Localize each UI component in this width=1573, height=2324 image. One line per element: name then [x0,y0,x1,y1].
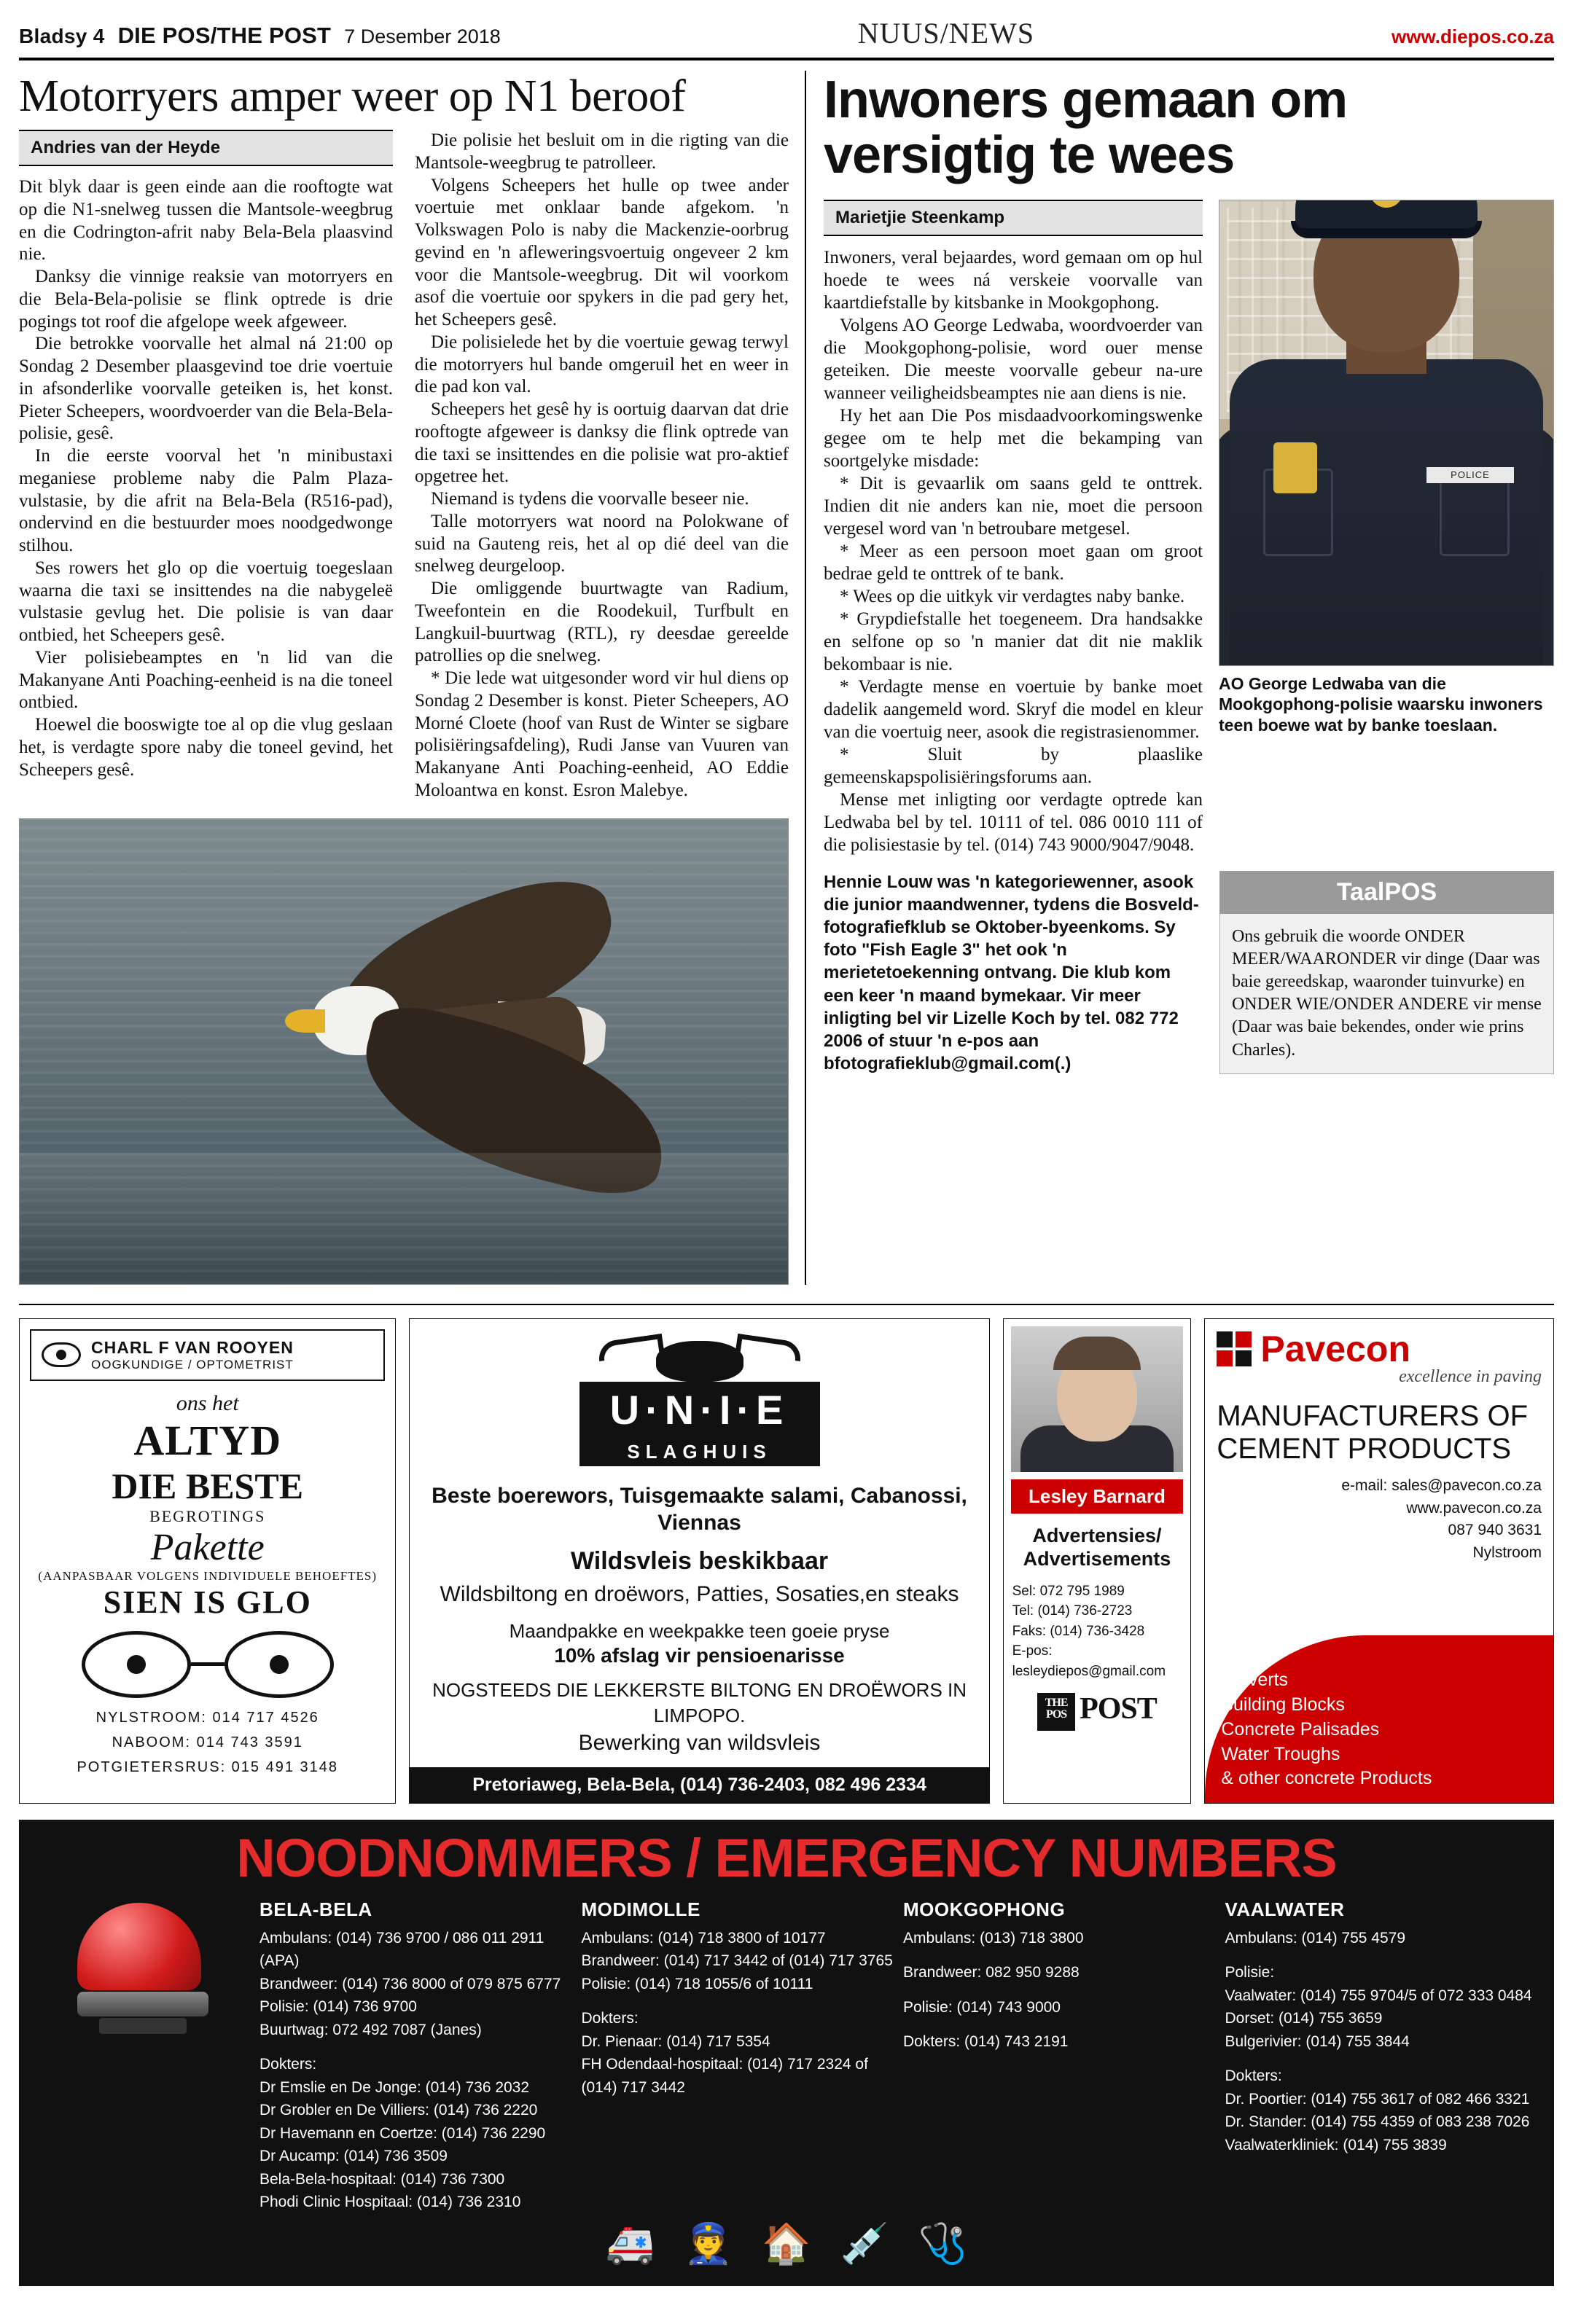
emergency-line: Dr. Poortier: (014) 755 3617 of 082 466 3321 [1225,2090,1530,2108]
contact-line: NABOOM: 014 743 3591 [112,1734,303,1750]
emergency-columns [34,1898,1539,2214]
pavecon-website[interactable]: www.pavecon.co.za [1406,1499,1542,1517]
emergency-numbers-block [19,1820,1554,2286]
paragraph: Volgens Scheepers het hulle op twee ander voertuie met onklaar bande afgekom. 'n Volkswagen Polo is naby die Mackenzie-oorbrug gevind en 'n afleweringsvoertuig ongeveer 2 km voor die Mantsole-weegbrug. Dit wil voorkom asof die voertuie oor spykers in die pad gery het, het Scheepers gesê. [415,175,789,330]
optometrist-contacts [20,1701,395,1790]
slogan-line-4: BEGROTINGS [149,1506,266,1525]
article-right-headline: Inwoners gemaan om versigtig te wees [824,71,1348,185]
product-item: Building Blocks [1221,1694,1345,1715]
emergency-line: Ambulans: (014) 736 9700 / 086 011 2911 (APA) [259,1929,544,1970]
paragraph: Vier polisiebeamptes en 'n lid van die Makanyane Anti Poaching-eenheid is na die toneel ontbied. [19,647,393,713]
siren-icon [77,1903,208,2041]
ad-optometrist[interactable] [19,1318,396,1804]
fire-house-icon: 🏠 [762,2221,811,2266]
emergency-line: Dokters: (014) 743 2191 [903,2033,1069,2051]
lesley-photo [1011,1326,1184,1472]
glasses-bridge [191,1662,225,1666]
post-logo [1004,1691,1191,1730]
glasses-icon [20,1631,395,1698]
advertisement-row [19,1304,1554,1804]
paragraph: Danksy die vinnige reaksie van motorryers en die Bela-Bela-polisie se flink optrede is drie pogings tot roof die afgelope week afgeweer. [19,267,393,332]
paragraph: * Wees op die uitkyk vir verdagtes naby banke. [840,586,1185,606]
paragraph: Volgens AO George Ledwaba, woordvoerder van die Mookgophong-polisie, word ouer mense geteiken. Die meeste voorvalle gebeur na-ure wanneer veiligheidsbeamptes nie aan diens is nie. [824,315,1203,403]
paragraph: * Grypdiefstalle het toegeneem. Dra handsakke en selfone op so 'n manier dat dit nie maklik bekombaar is nie. [824,609,1203,674]
product-item: Culverts [1221,1670,1289,1691]
emergency-line: Dorset: (014) 755 3659 [1225,2010,1383,2027]
section-title: NUUS/NEWS [857,17,1035,50]
doctors-heading: Dokters: [1225,2067,1282,2085]
emergency-line: Dr. Stander: (014) 755 4359 of 083 238 7026 [1225,2113,1530,2131]
lens-left-icon [82,1631,191,1698]
paragraph: Die polisielede het by die voertuie gewag terwyl die motorryers hul bande omgeruil het en weer in die pad kon val. [415,332,789,397]
emergency-line: Ambulans: (014) 755 4579 [1225,1929,1405,1947]
pavecon-logo [1217,1328,1542,1369]
article-left-byline: Andries van der Heyde [19,130,393,166]
masthead-left [19,23,501,49]
unie-logo [579,1331,820,1466]
slogan-line-2: ALTYD [133,1416,282,1464]
paragraph: * Meer as een persoon moet gaan om groot bedrae geld te onttrek of te bank. [824,541,1203,584]
product-item: Bricks [1221,1620,1271,1641]
emergency-line: Polisie: (014) 743 9000 [903,1998,1061,2016]
doctors-heading: Dokters: [581,2010,639,2027]
emergency-line: Polisie: (014) 718 1055/6 of 10111 [581,1975,813,1992]
article-left-headline: Motorryers amper weer op N1 beroof [19,71,686,121]
eagle-note-block [824,871,1202,1076]
contact-line: E-pos: [1012,1643,1053,1659]
emergency-column-modimolle [582,1898,897,2214]
siren-dome [77,1903,201,1990]
siren-base [77,1992,208,2016]
town-heading: BELA-BELA [259,1898,372,1920]
emergency-line: FH Odendaal-hospitaal: (014) 717 2324 of (014) 717 3442 [581,2056,868,2096]
lesley-heading: Advertensies/ Advertisements [1023,1524,1171,1570]
emergency-siren-column [34,1898,252,2214]
product-item: Kerbs [1221,1645,1269,1666]
syringe-icon: 💉 [840,2221,889,2266]
unie-ad-text [410,1472,988,1757]
post-logo-mark: THE POS [1037,1693,1075,1731]
contact-line: Sel: 072 795 1989 [1012,1583,1125,1599]
doctors-heading: Dokters: [259,2056,317,2073]
pavecon-email[interactable]: e-mail: sales@pavecon.co.za [1341,1477,1542,1495]
article-right-columns [824,200,1554,856]
stethoscope-icon: 🩺 [918,2221,968,2266]
emergency-line: Vaalwaterkliniek: (014) 755 3839 [1225,2136,1447,2153]
product-item: Concrete Palisades [1221,1718,1380,1740]
unie-line-1: Beste boerewors, Tuisgemaakte salami, Cabanossi, Viennas [432,1483,967,1535]
paragraph: * Verdagte mense en voertuie by banke moet dadelik aangemeld word. Skryf die model en kleur van die voertuig neer, asook die registrasienommer. [824,676,1203,742]
paragraph: Hoewel die booswigte toe al op die vlug geslaan het, is verdagte spore naby die toneel gevind, het Scheepers gesê. [19,715,393,780]
bull-horn-right [735,1334,803,1361]
article-left-columns [19,130,789,802]
pavecon-logo-icon [1217,1331,1252,1366]
slogan-line-3: DIE BESTE [112,1465,304,1506]
taalpos-title: TaalPOS [1219,871,1554,914]
unie-line-6: NOGSTEEDS DIE LEKKERSTE BILTONG EN DROËWORS IN LIMPOPO. [432,1678,967,1726]
emergency-line: Bulgerivier: (014) 755 3844 [1225,2032,1410,2050]
slogan-line-1: ons het [176,1390,239,1415]
unie-subwordmark: SLAGHUIS [579,1438,820,1466]
pavecon-phone: 087 940 3631 [1448,1522,1542,1539]
pavecon-name: Pavecon [1260,1328,1411,1369]
pavecon-content [1205,1319,1553,1803]
product-item: & other concrete Products [1221,1768,1432,1789]
optometrist-subtitle: OOGKUNDIGE / OPTOMETRIST [91,1357,294,1372]
mid-strip [824,871,1554,1076]
paragraph: Die betrokke voorvalle het almal ná 21:00 op Sondag 2 Desember plaasgevind toe drie voertuie in afsonderlike voorvalle geteiken is, het konst. Pieter Scheepers, woordvoerder van die Bela-Bela-polisie, gesê. [19,334,393,444]
emergency-column-vaalwater [1225,1898,1540,2214]
ad-pavecon[interactable] [1204,1318,1554,1804]
photo-caption: AO George Ledwaba van die Mookgophong-polisie waarsku inwoners teen boewe wat by banke toeslaan. [1219,673,1543,735]
optometrist-logo-bar [30,1329,385,1381]
publication-date: 7 Desember 2018 [344,26,501,47]
slogan-line-6: (AANPASBAAR VOLGENS INDIVIDUELE BEHOEFTES) [38,1568,378,1583]
slogan-line-5: Pakette [150,1526,265,1568]
post-logo-word: POST [1080,1692,1157,1726]
article-left [19,71,806,1285]
contact-line[interactable]: lesleydiepos@gmail.com [1012,1663,1166,1679]
article-right-text [824,200,1203,856]
ad-advertising-contact[interactable] [1003,1318,1192,1804]
taalpos-body: Ons gebruik die woorde ONDER MEER/WAARONDER vir dinge (Daar was baie gereedskap, waaronder tuinvurke) en ONDER WIE/ONDER ANDERE vir mense (Daar was baie bekendes, onder wie prins Charles). [1219,914,1554,1074]
emergency-line: Dr Emslie en De Jonge: (014) 736 2032 [259,2078,530,2096]
bull-face [656,1341,743,1382]
town-heading: VAALWATER [1225,1898,1345,1920]
unie-contact-footer: Pretoriaweg, Bela-Bela, (014) 736-2403, 082 496 2334 [410,1767,988,1803]
town-heading: MODIMOLLE [581,1898,700,1920]
emergency-line: Buurtwag: 072 492 7087 (Janes) [259,2021,482,2038]
pavecon-town: Nylstroom [1472,1544,1542,1561]
emergency-line: Ambulans: (014) 718 3800 of 10177 [581,1929,826,1947]
pavecon-heading: MANUFACTURERS OF CEMENT PRODUCTS [1217,1399,1529,1465]
top-content-area [19,71,1554,1285]
emergency-line: Brandweer: (014) 717 3442 of (014) 717 3765 [581,1952,893,1970]
police-officer-icon: 👮 [684,2221,733,2266]
bull-head-icon [579,1331,820,1382]
emergency-line: Dr Aucamp: (014) 736 3509 [259,2148,448,2165]
paragraph: Mense met inligting oor verdagte optrede kan Ledwaba bel by tel. 10111 of tel. 086 0010 111 of die polisiestasie by tel. (014) 743 9000/9047/9048. [824,789,1203,855]
contact-line: Tel: (014) 736-2723 [1012,1603,1133,1619]
emergency-line: Phodi Clinic Hospitaal: (014) 736 2310 [259,2194,521,2211]
emergency-line: Brandweer: 082 950 9288 [903,1964,1080,1981]
contact-line: POTGIETERSRUS: 015 491 3148 [77,1758,339,1775]
police-officer-photo [1219,200,1554,666]
uniform-name-tag [1426,467,1514,483]
paragraph: Talle motorryers wat noord na Polokwane of suid na Gauteng reis, het al op dié deel van die snelweg deurgeloop. [415,511,789,576]
emergency-column-mookgophong [903,1898,1218,2214]
article-right-byline: Marietjie Steenkamp [824,200,1203,236]
lesley-contacts [1004,1581,1191,1682]
emergency-line: Vaalwater: (014) 755 9704/5 of 072 333 0484 [1225,1987,1532,2004]
uniform-emblem [1273,442,1317,493]
emergency-title: NOODNOMMERS / EMERGENCY NUMBERS [236,1828,1337,1889]
paragraph: Hy het aan Die Pos misdaadvoorkomingswenke gegee om te help met die bekamping van soortgelyke misdade: [824,405,1203,471]
eagle-note-text: Hennie Louw was 'n kategoriewenner, asook die junior maandwenner, tydens die Bosveld-fotografiefklub se Oktober-byeenkoms. Sy foto "Fish Eagle 3" het ook 'n merietetoekenning ontvang. Die klub kom een keer 'n maand bymekaar. Vir meer inligting bel vir Lizelle Koch by tel. 082 772 2006 of stuur 'n e-pos aan bfotografieklub@gmail.com(.) [824,872,1199,1074]
product-item: Water Troughs [1221,1743,1340,1764]
pavecon-product-list [1221,1595,1432,1791]
contact-line: NYLSTROOM: 014 717 4526 [95,1709,319,1726]
emergency-line: Dr Havemann en Coertze: (014) 736 2290 [259,2124,546,2142]
unie-line-3: Wildsbiltong en droëwors, Patties, Sosaties,en steaks [440,1581,959,1606]
article-right [806,71,1554,1285]
product-item: Paving [1221,1596,1277,1617]
paragraph: * Dit is gevaarlik om saans geld te onttrek. Indien dit nie anders kan nie, moet die persoon vergesel word van 'n betroubare metgesel. [824,473,1203,539]
unie-wordmark: U·N·I·E [579,1382,820,1438]
emergency-line: Dr Grobler en De Villiers: (014) 736 2220 [259,2102,538,2119]
pavecon-tagline: excellence in paving [1399,1366,1542,1386]
paragraph: Ses rowers het glo op die voertuig toegeslaan waarna die taxi se insittendes na die nabygeleë vulstasie gevlug het. Die polisie is van daar ontbied, het Scheepers gesê. [19,557,393,646]
masthead [19,16,1554,60]
paragraph: In die eerste voorval het 'n minibustaxi meganiese probleme naby die Palm Plaza-vulstasie, by die afrit na Bela-Bela (R516-pad), ondervind en die bestuurder moes noodgedwonge stilhou. [19,446,393,556]
emergency-line: Polisie: (014) 736 9700 [259,1998,417,2016]
paragraph: Niemand is tydens die voorvalle beseer nie. [431,489,749,509]
unie-line-7: Bewerking van wildsvleis [578,1731,821,1756]
paragraph: * Sluit by plaaslike gemeenskapspolisiëringsforums aan. [824,744,1203,787]
paragraph: Die omliggende buurtwagte van Radium, Tweefontein en die Roodekuil, Turfbult en Langkuil-buurtwag (RTL), ry deesdae gereelde patrollies op die snelweg. [415,579,789,666]
ambulance-icon: 🚑 [605,2221,655,2266]
ad-unie-slaghuis[interactable] [409,1318,989,1804]
unie-line-4: Maandpakke en weekpakke teen goeie pryse [509,1619,890,1642]
water-reflection [20,1153,788,1284]
emergency-line: Ambulans: (013) 718 3800 [903,1929,1084,1947]
eagle-beak [285,1009,325,1033]
lens-right-icon [225,1631,334,1698]
bull-horn-left [596,1334,664,1361]
slogan-line-7: SIEN IS GLO [103,1584,312,1620]
emergency-line: Bela-Bela-hospitaal: (014) 736 7300 [259,2170,505,2188]
lesley-name-badge: Lesley Barnard [1011,1479,1184,1514]
eye-icon [42,1342,81,1367]
paragraph: Die polisie het besluit om in die rigting van die Mantsole-weegbrug te patrolleer. [415,130,789,173]
siren-foot [99,2018,187,2034]
lesley-hair [1053,1337,1141,1370]
taalpos-box [1219,871,1554,1076]
article-right-photo-block [1219,200,1554,856]
emergency-service-icons [34,2221,1539,2267]
emergency-column-bela-bela [259,1898,574,2214]
page-number-label: Bladsy 4 [19,25,105,47]
emergency-line: Dr. Pienaar: (014) 717 5354 [581,2032,770,2050]
emergency-line: Brandweer: (014) 736 8000 of 079 875 6777 [259,1975,561,1992]
unie-line-2: Wildsvleis beskikbaar [570,1546,829,1575]
unie-line-5: 10% afslag vir pensioenarisse [554,1643,845,1667]
name-tag-text: POLICE [1451,469,1490,480]
paragraph: * Die lede wat uitgesonder word vir hul diens op Sondag 2 Desember is konst. Pieter Scheepers, AO Morné Cloete (hoof van Rust de Winter se sigbare polisiëringsafdeling), Rudi Janse van Vuuren van Makanyane Anti Poaching-eenheid, AO Eddie Moloantwa en konst. Esron Malebye. [415,668,789,800]
paragraph: Dit blyk daar is geen einde aan die rooftogte wat op die N1-snelweg tussen die Mantsole-weegbrug en die Codrington-afrit naby Bela-Bela plaasvind nie. [19,177,393,265]
optometrist-name: CHARL F VAN ROOYEN [91,1337,294,1357]
paragraph: Inwoners, veral bejaardes, word gemaan om op hul hoede te wees ná verskeie voorvalle van kaartdiefstalle by kitsbanke in Mookgophong. [824,247,1203,313]
contact-line: Faks: (014) 736-3428 [1012,1623,1145,1639]
town-heading: MOOKGOPHONG [903,1898,1066,1920]
article-right-body [824,246,1203,856]
police-heading: Polisie: [1225,1964,1275,1981]
publication-title: DIE POS/THE POST [117,23,332,48]
eagle-photo [19,818,789,1285]
pavecon-contacts [1217,1475,1542,1564]
website-url[interactable]: www.diepos.co.za [1392,26,1554,47]
optometrist-slogan [20,1391,395,1621]
article-left-body [19,130,789,802]
paragraph: Scheepers het gesê hy is oortuig daarvan dat drie rooftogte afgeweer is danksy die flink optrede van die taxi se insittendes en die polisie wat pro-aktief opgetree het. [415,399,789,487]
